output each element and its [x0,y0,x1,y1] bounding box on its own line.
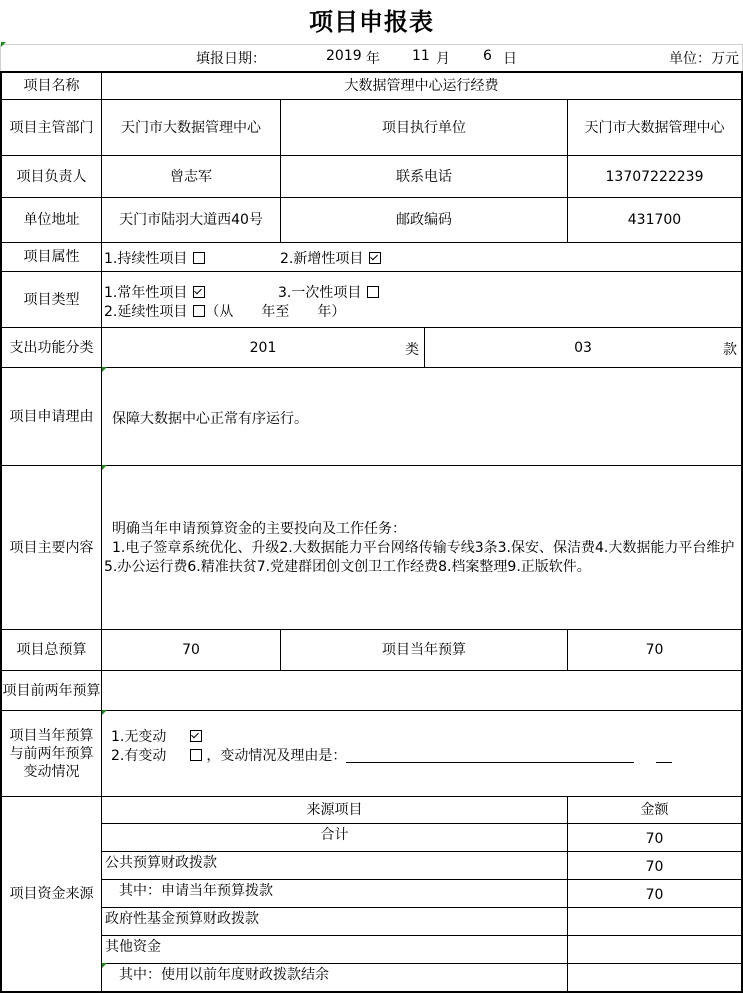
content-label: 项目主要内容 [9,539,94,556]
day-unit: 日 [503,51,517,67]
source-row-public-item: 公共预算财政拨款 [105,855,217,871]
source-col-item: 来源项目 [306,802,363,818]
address-value: 天门市陆羽大道西40号 [119,212,263,228]
year-budget-value: 70 [645,642,664,658]
type-option-onetime[interactable] [278,282,379,302]
source-row-current-item: 其中：申请当年预算拨款 [105,883,273,899]
change-reason-prompt: ，变动情况及理由是： [206,748,347,764]
type-options [104,282,704,322]
address-label: 单位地址 [23,212,80,228]
exec-label: 项目执行单位 [382,119,466,136]
prev-budget-value [102,671,741,710]
attr-option-new[interactable] [280,248,381,268]
total-budget-value: 70 [182,642,200,658]
project-name-value: 大数据管理中心运行经费 [344,77,499,94]
change-reason-field-end[interactable] [656,748,672,763]
type-option-annual-label: 1.常年性项目 [104,285,188,301]
project-name-label: 项目名称 [23,77,80,94]
source-row-current-amount: 70 [645,886,664,903]
type-option-onetime-label: 3.一次性项目 [278,285,362,301]
attr-option-continuing[interactable] [104,248,205,268]
attr-options [104,248,704,268]
fill-month: 11 [412,48,430,64]
func-label: 支出功能分类 [9,339,94,356]
func-class-unit: 类 [405,342,419,358]
prev-budget-label: 项目前两年预算 [2,682,101,699]
total-budget-label: 项目总预算 [16,642,87,658]
type-annual-checkbox[interactable] [193,286,205,298]
change-options [111,726,731,776]
year-budget-label: 项目当年预算 [382,642,466,658]
dept-label: 项目主管部门 [9,119,94,136]
source-row-total-item: 合计 [320,827,349,843]
attr-option-continuing-label: 1.持续性项目 [104,251,188,267]
attr-continuing-checkbox[interactable] [193,252,205,264]
source-row-fund-item: 政府性基金预算财政拨款 [105,911,259,927]
phone-label: 联系电话 [396,168,452,185]
phone-value: 13707222239 [605,168,704,185]
type-option-extended[interactable] [104,301,345,321]
change-none-checkbox[interactable] [190,730,202,742]
fill-year: 2019 [326,48,362,64]
change-option-none-label: 1.无变动 [111,729,167,745]
attr-option-new-label: 2.新增性项目 [280,251,364,267]
postcode-label: 邮政编码 [396,212,452,228]
type-label: 项目类型 [23,291,80,308]
change-option-none[interactable] [111,726,202,746]
change-option-changed-label: 2.有变动 [111,748,167,764]
attr-new-checkbox[interactable] [369,252,381,264]
source-row-other-item: 其他资金 [105,939,161,955]
change-reason-field[interactable] [346,748,634,763]
source-row-public-amount: 70 [645,858,664,875]
date-row [0,45,743,71]
leader-label: 项目负责人 [16,168,87,185]
postcode-value: 431700 [627,212,682,228]
content-line-2: 1.电子签章系统优化、升级2.大数据能力平台网络传输专线3条3.保安、保洁费4.大数据能力平台维护5.办公运行费6.精准扶贫7.党建群团创文创卫工作经费8.档案整理9.正版软件。 [104,540,735,575]
func-item-value: 03 [574,339,592,356]
attr-label: 项目属性 [23,249,80,265]
type-option-extended-label: 2.延续性项目 [104,304,188,320]
fill-day: 6 [483,48,492,64]
func-class-value: 201 [249,339,277,356]
content-line-1: 明确当年申请预算资金的主要投向及工作任务： [112,521,406,537]
reason-label: 项目申请理由 [9,408,94,425]
year-unit: 年 [366,51,380,67]
exec-value: 天门市大数据管理中心 [584,119,725,136]
source-row-total-amount: 70 [645,830,664,847]
dept-value: 天门市大数据管理中心 [121,119,261,136]
source-row-surplus-amount [568,963,741,991]
unit-label: 单位：万元 [669,51,739,67]
page-title: 项目申报表 [309,8,434,36]
leader-value: 曾志军 [170,168,212,185]
type-extended-checkbox[interactable] [193,305,205,317]
change-label: 项目当年预算与前两年预算变动情况 [9,727,94,780]
change-changed-checkbox[interactable] [190,749,202,761]
fill-date-label: 填报日期： [196,51,266,67]
change-option-changed[interactable] [111,745,672,765]
func-item-unit: 款 [723,342,737,358]
source-row-surplus-item: 其中：使用以前年度财政拨款结余 [105,967,329,983]
source-row-other-amount [568,935,741,963]
content-text [104,520,740,577]
type-extended-years: （从 年至 年） [205,304,346,320]
source-label: 项目资金来源 [9,886,94,902]
source-col-amount: 金额 [640,802,669,818]
type-onetime-checkbox[interactable] [367,286,379,298]
reason-text: 保障大数据中心正常有序运行。 [112,411,308,427]
month-unit: 月 [436,51,450,67]
type-option-annual[interactable] [104,282,205,302]
source-row-fund-amount [568,907,741,935]
